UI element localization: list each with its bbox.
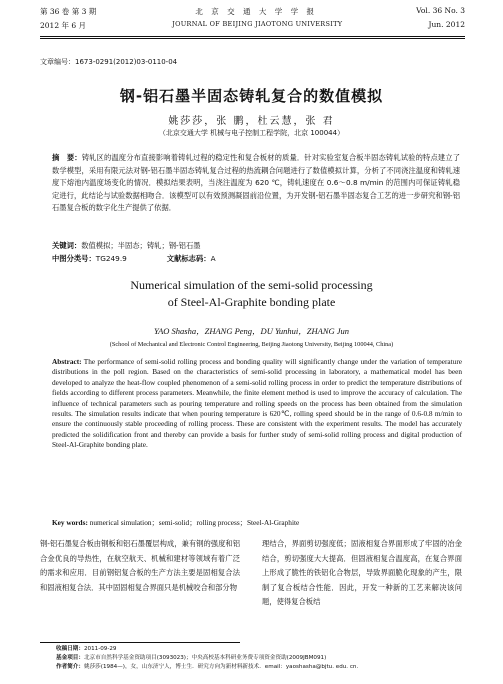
body-column-left: 钢-铝石墨复合板由钢板和铝石墨覆层构成，兼有钢的强度和铝合金优良的导热性，在航空航天、机械和建材等领域有着广泛的需求和应用．目前钢铝复合板的生产方法主要是固相复合法和固液相复合法．其中固固相复合界面只是机械咬合和部分物 xyxy=(40,539,240,592)
abstract-en-text: The performance of semi-solid rolling process and bonding quality will significantly change under the variation of temperature distributions in the poll region. Based on the characteristics of semi-solid processing in laboratory, a mathematical model has been developed to analyze the heat-flow coupled phenomenon of a semi-solid rolling process in order to predict the temperature distributions of fields according to different process parameters. Meanwhile, the finite element method is used to improve the accuracy of calculation. The influence of technical parameters such as pouring temperature and rolling speeds on the process has been obtained from the simulation results. The simulation results indicate that when pouring temperature is 620℃, rolling speed should be in the range of 0.6-0.8 m/min to ensure the continuously stable proceeding of rolling process. These are consistent with the experiment results. The model has accurately predicted the solidification front and thereby can provide a basis for further study of semi-solid rolling process and digital production of Steel-Al-Graphite bonding plate. xyxy=(52,357,463,450)
doccode-label: 文献标志码： xyxy=(166,254,211,263)
journal-name-cn: 北 京 交 通 大 学 学 报 xyxy=(195,7,318,16)
footnote-received: 收稿日期：2011-09-29 xyxy=(56,646,117,652)
header-rule-bottom xyxy=(40,38,465,39)
doccode-value: A xyxy=(210,254,216,263)
footnote-rule xyxy=(40,642,240,643)
classification-line xyxy=(52,254,216,264)
body-column-right: 理结合，界面剪切强度低；固液相复合界面形成了牢固的冶金结合，剪切强度大大提高．但固液相复合温度高，在复合界面上形成了脆性的铁铝化合物层，导致界面脆化现象的产生，限制了复合板结合性能．因此，开发一种新的工艺来解决该问题，使得复合板结 xyxy=(262,539,462,607)
abstract-en-label: Abstract: xyxy=(52,357,82,366)
paper-title-cn: 钢-铝石墨半固态铸轧复合的数值模拟 xyxy=(119,87,384,105)
affiliation-en: (School of Mechanical and Electronic Control Engineering, Beijing Jiaotong University, Beijing 100044, China) xyxy=(109,341,394,348)
volume-cn: 第 36 卷 第 3 期 xyxy=(40,7,97,16)
keywords-cn xyxy=(52,241,201,251)
keywords-cn-text: 数值模拟；半固态；铸轧；钢-铝石墨 xyxy=(81,241,201,250)
abstract-en xyxy=(52,357,462,451)
affiliation-cn: （北京交通大学 机械与电子控制工程学院，北京 100044） xyxy=(158,129,345,137)
article-number: 文章编号：1673-0291(2012)03-0110-04 xyxy=(40,58,178,66)
keywords-en-label: Key words: xyxy=(52,518,88,527)
abstract-cn xyxy=(52,152,460,215)
paper-title-en xyxy=(0,277,503,311)
class-cn-label: 中图分类号： xyxy=(52,254,96,263)
journal-name-en: JOURNAL OF BEIJING JIAOTONG UNIVERSITY xyxy=(172,20,343,28)
class-cn-value: TG249.9 xyxy=(95,254,127,263)
abstract-cn-label: 摘 要： xyxy=(52,153,82,162)
keywords-en xyxy=(52,518,462,528)
keywords-cn-label: 关键词： xyxy=(52,241,82,250)
footnote-author: 作者简介：姚莎莎(1984—)，女，山东济宁人，博士生．研究方向为新材料新技术．email：yaoshasha@bjtu. edu. cn. xyxy=(56,664,359,670)
running-header xyxy=(40,6,465,31)
keywords-en-text: numerical simulation；semi-solid；rolling process；Steel-Al-Graphite xyxy=(89,518,300,527)
date-cn: 2012 年 6 月 xyxy=(40,21,87,30)
header-rule-top xyxy=(40,36,465,37)
volume-en: Vol. 36 No. 3 xyxy=(416,6,465,15)
authors-cn: 姚莎莎，张 鹏，杜云慧，张 君 xyxy=(168,116,335,127)
paper-title-en-line1: Numerical simulation of the semi-solid processing xyxy=(130,278,373,292)
authors-en: YAO Shasha，ZHANG Peng，DU Yunhui，ZHANG Jun xyxy=(153,326,350,336)
paper-title-en-line2: of Steel-Al-Graphite bonding plate xyxy=(167,295,336,309)
date-en: Jun. 2012 xyxy=(428,20,465,29)
footnote xyxy=(56,645,476,672)
footnote-fund: 基金项目：北京市自然科学基金资助项目(3093023)；中央高校基本科研业务费专项资金资助(2009JBM091) xyxy=(56,655,327,661)
abstract-cn-text: 铸轧区的温度分布直接影响着铸轧过程的稳定性和复合板材的质量．针对实验室复合板半固态铸轧试验的特点建立了数学模型，采用有限元法对钢-铝石墨半固态铸轧复合过程的热流耦合问题进行了数值模拟计算，分析了不同浇注温度和铸轧速度下熔池内温度场变化的情况．模拟结果表明，当浇注温度为 620 ℃，铸轧速度在 0.6～0.8 m/min 的范围内可保证铸轧稳定进行，此结论与试验数据相吻合．该模型可以有效预测凝固前沿位置，为开发钢-铝石墨半固态复合工艺的进一步研究和钢-铝石墨复合板的数字化生产提供了依据． xyxy=(52,153,461,213)
